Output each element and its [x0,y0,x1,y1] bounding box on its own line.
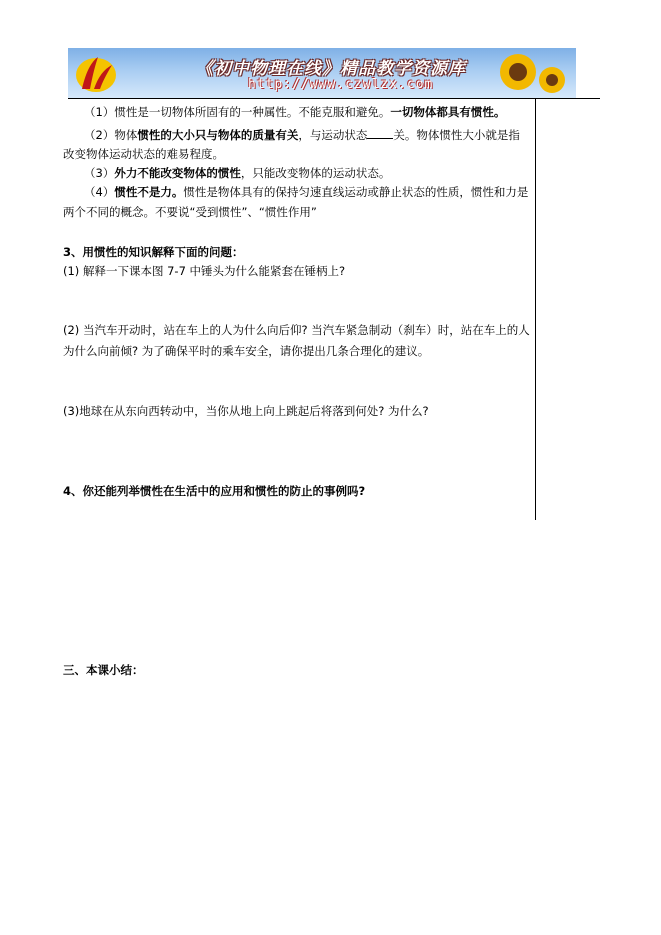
point-4-emphasis: 惯性不是力。 [114,185,184,199]
point-3-emphasis: 外力不能改变物体的惯性 [114,166,241,180]
sunflower-icon [496,50,566,96]
question-3-heading: 3、用惯性的知识解释下面的问题： [63,245,244,259]
point-1-text: （1）惯性是一切物体所固有的一种属性。不能克服和避免。 [84,105,391,119]
point-3 [84,166,390,180]
point-3-text: ，只能改变物体的运动状态。 [240,166,391,180]
header-banner [68,48,576,98]
question-3-1: (1) 解释一下课本图 7-7 中锤头为什么能紧套在锤柄上? [63,264,346,278]
point-2-line2: 改变物体运动状态的难易程度。 [63,147,224,161]
point-1 [84,105,505,119]
question-3-3: (3)地球在从东向西转动中，当你从地上向上跳起后将落到何处? 为什么? [63,404,429,418]
summary-heading: 三、本课小结： [63,663,144,677]
point-3-prefix: （3） [84,166,115,180]
physics-logo-icon [72,51,118,95]
banner-url: http://www.czwlzx.com [248,77,434,92]
fill-in-blank [367,127,393,139]
point-2-emphasis: 惯性的大小只与物体的质量有关 [137,128,299,142]
question-3-2-line2: 为什么向前倾? 为了确保平时的乘车安全，请你提出几条合理化的建议。 [63,344,430,358]
point-2-mid: ，与运动状态 [298,128,368,142]
point-4-text: 惯性是物体具有的保持匀速直线运动或静止状态的性质，惯性和力是 [183,185,529,199]
table-right-border [535,98,536,520]
question-3-2-line1: (2) 当汽车开动时，站在车上的人为什么向后仰? 当汽车紧急制动（刹车）时，站在车上的人 [63,323,530,337]
table-top-border [68,98,600,99]
point-2-prefix: （2）物体 [84,128,138,142]
point-4-line2: 两个不同的概念。不要说“受到惯性”、“惯性作用” [63,205,317,219]
banner-title: 《初中物理在线》精品教学资源库 [196,59,466,79]
point-2-suffix: 关。物体惯性大小就是指 [393,128,520,142]
point-1-emphasis: 一切物体都具有惯性。 [390,105,506,119]
point-2 [84,127,520,142]
point-4 [84,185,528,199]
question-4: 4、你还能列举惯性在生活中的应用和惯性的防止的事例吗? [63,484,366,498]
point-4-prefix: （4） [84,185,115,199]
